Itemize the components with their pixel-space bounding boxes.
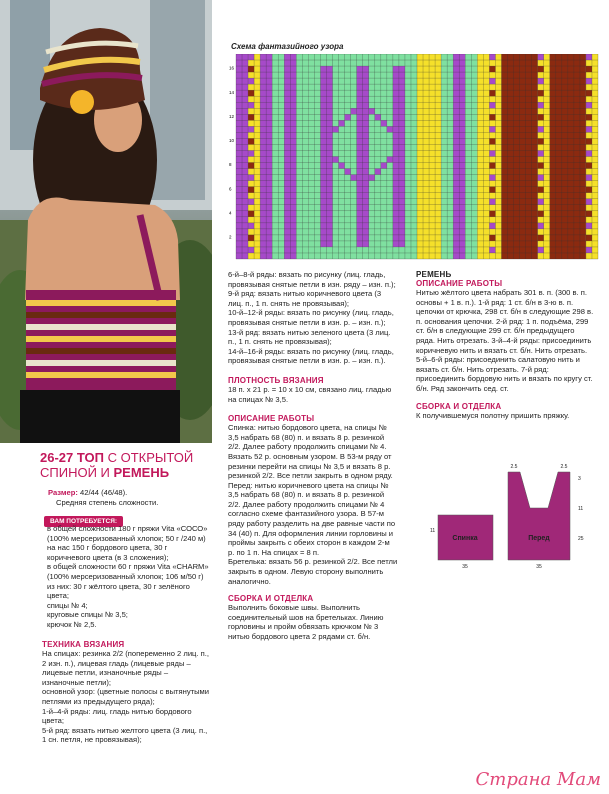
chart-motif <box>357 181 363 187</box>
density-header: ПЛОТНОСТЬ ВЯЗАНИЯ <box>228 375 324 385</box>
chart-dot <box>538 138 544 144</box>
chart-dot <box>248 66 254 72</box>
front-panel <box>508 472 570 560</box>
chart-dot <box>538 235 544 241</box>
chart-dot <box>248 150 254 156</box>
pattern-chart <box>228 54 600 264</box>
model-photo <box>0 0 212 443</box>
size-value: 42/44 (46/48). <box>80 488 128 497</box>
chart-dot <box>248 78 254 84</box>
title-open-back: С ОТКРЫТОЙ СПИНОЙ И <box>40 450 194 480</box>
chart-motif <box>320 138 326 144</box>
chart-dot <box>248 54 254 60</box>
technique-item: основной узор: (цветные полосы с вытянутыми петлями из предыдущего ряда); <box>42 687 210 706</box>
row-label: 4 <box>229 210 232 216</box>
size-label: Размер: <box>48 488 78 497</box>
chart-dot <box>248 163 254 169</box>
chart-motif <box>375 169 381 175</box>
row-label: 6 <box>229 186 232 192</box>
chart-dot <box>538 163 544 169</box>
chart-motif <box>387 126 393 132</box>
chart-motif <box>345 114 351 120</box>
chart-motif <box>399 138 405 144</box>
materials-list <box>47 524 212 630</box>
chart-dot <box>489 102 495 108</box>
photo-illustration <box>0 0 212 443</box>
chart-dot <box>538 199 544 205</box>
assembly-text: Выполнить боковые швы. Выполнить соединительный шов на бретельках. Линию горловины и пройм обвязать крючком № 3 нитью бордового цвета 2 рядами ст. б/н. <box>228 603 384 641</box>
row-label: 10 <box>229 138 235 144</box>
technique-item: На спицах: резинка 2/2 (попеременно 2 лиц. п., 2 изн. п.), лицевая гладь (лицевые ряды – лицевые петли, изнаночные ряды – изнаночные петли); <box>42 649 209 687</box>
material-item: круговые спицы № 3,5; <box>47 610 128 620</box>
chart-dot <box>248 247 254 253</box>
chart-dot <box>248 114 254 120</box>
chart-dot <box>586 66 592 72</box>
row-label: 16 <box>229 65 235 71</box>
dim-label: 11 <box>430 528 436 534</box>
chart-dot <box>489 54 495 60</box>
chart-motif <box>369 108 375 114</box>
chart-dot <box>586 163 592 169</box>
chart-motif <box>339 163 345 169</box>
chart-dot <box>538 90 544 96</box>
back-label: Спинка <box>452 535 478 542</box>
work-back: Спинка: нитью бордового цвета, на спицы № 3,5 набрать 68 (80) п. и вязать 8 р. резинкой 2/2. Далее работу продолжить спицами № 4. Вязать 52 р. основным узором. В 53-м ряду от резинки перейти на спицы № 3,5 и вязать 8 р. резинкой 2/2. Все петли закрыть в одном ряду. <box>228 423 393 481</box>
chart-dot <box>586 138 592 144</box>
chart-motif <box>363 102 369 108</box>
chart-motif <box>369 175 375 181</box>
chart-dot <box>586 235 592 241</box>
chart-motif <box>375 114 381 120</box>
technique-item: 1-й–4-й ряды: лиц. гладь нитью бордового цвета; <box>42 706 192 726</box>
middle-column <box>228 270 398 642</box>
chart-dot <box>489 235 495 241</box>
belt-text: Нитью жёлтого цвета набрать 301 в. п. (300 в. п. основы + 1 в. п.). 1-й ряд: 1 ст. б/н в 3-ю в. п. цепочки от крючка, 298 ст. б/н в следующие 298 в. п. основания цепочки. 2-й ряд: 1 п. подъёма, 299 ст. б/н в следующие 299 ст. б/н предыдущего ряда. Нить отрезать. 3-й–4-й ряды: присоединить коричневую нить и вязать ст. б/н. Нить отрезать. 5-й–6-й ряды: присоединить салатовую нить и вязать ст. б/н. Нить отрезать. 7-й ряд: присоединить бордовую нить и вязать по кругу ст. б/н. Ряд закончить сед. ст. <box>416 288 594 393</box>
chart-dot <box>538 54 544 60</box>
size-line <box>48 488 213 498</box>
chart-motif <box>387 157 393 163</box>
watermark: Страна Мам <box>475 769 601 790</box>
title-top: ТОП <box>76 450 104 465</box>
dim-label: 3 <box>578 476 581 482</box>
chart-dot <box>538 211 544 217</box>
chart-dot <box>538 126 544 132</box>
row-label: 8 <box>229 162 232 168</box>
dim-label: 35 <box>536 564 542 570</box>
chart-dot <box>538 78 544 84</box>
chart-dot <box>586 223 592 229</box>
chart-dot <box>586 102 592 108</box>
chart-dot <box>248 199 254 205</box>
chart-motif <box>381 163 387 169</box>
chart-dot <box>489 199 495 205</box>
chart-motif <box>345 169 351 175</box>
chart-dot <box>489 90 495 96</box>
chart-dot <box>586 78 592 84</box>
chart-motif <box>381 120 387 126</box>
dim-label: 25 <box>578 536 584 542</box>
chart-motif <box>351 175 357 181</box>
chart-dot <box>489 114 495 120</box>
needs-label: ВАМ ПОТРЕБУЕТСЯ: <box>44 516 123 527</box>
chart-motif <box>339 120 345 126</box>
chart-dot <box>248 235 254 241</box>
chart-dot <box>586 211 592 217</box>
chart-motif <box>333 126 339 132</box>
chart-dot <box>586 90 592 96</box>
chart-dot <box>248 90 254 96</box>
chart-dot <box>489 138 495 144</box>
chart-motif <box>327 132 333 138</box>
chart-dot <box>489 66 495 72</box>
assembly2-header: СБОРКА И ОТДЕЛКА <box>416 401 502 411</box>
pattern-row: 9-й ряд: вязать нитью коричневого цвета (3 лиц. п., 1 п. снять не провязывая); <box>228 289 382 308</box>
row-label: 12 <box>229 113 235 119</box>
chart-dot <box>489 175 495 181</box>
chart-dot <box>586 150 592 156</box>
work-straps: Бретелька: вязать 56 р. резинкой 2/2. Все петли закрыть в одном. Левую сторону выполнить аналогично. <box>228 557 398 586</box>
chart-dot <box>248 187 254 193</box>
chart-dot <box>489 126 495 132</box>
chart-dot <box>586 114 592 120</box>
work-header: ОПИСАНИЕ РАБОТЫ <box>228 414 315 424</box>
chart-dot <box>538 187 544 193</box>
chart-motif <box>327 150 333 156</box>
dim-label: 2.5 <box>560 464 568 470</box>
chart-dot <box>489 247 495 253</box>
row-label: 2 <box>229 234 232 240</box>
chart-dot <box>248 223 254 229</box>
chart-motif <box>363 181 369 187</box>
belt-header: РЕМЕНЬ <box>416 270 452 279</box>
chart-dot <box>586 126 592 132</box>
assembly-header: СБОРКА И ОТДЕЛКА <box>228 594 314 604</box>
chart-dot <box>538 175 544 181</box>
dim-label: 11 <box>578 506 584 512</box>
chart-dot <box>538 114 544 120</box>
chart-motif <box>320 144 326 150</box>
material-item: крючок № 2,5. <box>47 619 97 629</box>
chart-dot <box>248 175 254 181</box>
chart-dot <box>248 211 254 217</box>
chart-motif <box>333 157 339 163</box>
chart-motif <box>357 102 363 108</box>
work-front: Перед: нитью коричневого цвета на спицы № 3,5 набрать 68 (80) п. и вязать 8 р. резинкой 2/2. Далее работу продолжить спицами № 4 согласно схеме фантазийного узора. В 57-м ряду работу разделить на две равные части по 34 (40) п. Для оформления линии горловины и проймы закрыть с обеих сторон в каждом 2-м р. по 1 п. На спицах = 8 п. <box>228 480 396 557</box>
chart-dot <box>538 66 544 72</box>
chart-dot <box>586 199 592 205</box>
chart-dot <box>586 187 592 193</box>
item-number: 26-27 <box>40 450 74 465</box>
assembly2-text: К получившемуся полотну пришить пряжку. <box>416 410 570 420</box>
chart-dot <box>489 223 495 229</box>
row-label: 14 <box>229 89 235 95</box>
chart-dot <box>586 54 592 60</box>
pattern-row: 10-й–12-й ряды: вязать по рисунку (лиц. гладь, провязывая снятые петли в изн. р. – изн. п.); <box>228 308 394 327</box>
material-item: в общей сложности 60 г пряжи Vita «CHARM» (100% мерсеризованный хлопок; 106 м/50 г) из них: 30 г жёлтого цвета, 30 г зелёного цвета; <box>47 562 209 601</box>
chart-motif <box>393 132 399 138</box>
technique-header: ТЕХНИКА ВЯЗАНИЯ <box>42 640 125 649</box>
pattern-row: 13-й ряд: вязать нитью зеленого цвета (3 лиц. п., 1 п. снять не провязывая); <box>228 327 391 347</box>
chart-dot <box>248 126 254 132</box>
chart-dot <box>538 102 544 108</box>
right-column <box>416 270 594 420</box>
dim-label: 35 <box>462 564 468 570</box>
material-item: спицы № 4; <box>47 600 88 610</box>
chart-dot <box>489 78 495 84</box>
chart-title: Схема фантазийного узора <box>231 42 344 51</box>
density-text: 18 п. х 21 р. = 10 х 10 см, связано лиц. гладью на спицах № 3,5. <box>228 384 392 404</box>
belt-subheader: ОПИСАНИЕ РАБОТЫ <box>416 279 503 288</box>
chart-dot <box>586 247 592 253</box>
chart-motif <box>393 150 399 156</box>
technique-item: 5-й ряд: вязать нитью желтого цвета (3 лиц. п., 1 сн. петля, не провязывая); <box>42 725 208 745</box>
title-belt: РЕМЕНЬ <box>113 465 170 480</box>
chart-dot <box>538 150 544 156</box>
chart-dot <box>248 102 254 108</box>
chart-dot <box>489 150 495 156</box>
chart-dot <box>586 175 592 181</box>
dim-label: 2.5 <box>510 464 518 470</box>
chart-dot <box>538 247 544 253</box>
front-label: Перед <box>528 535 550 542</box>
chart-dot <box>248 138 254 144</box>
technique-section <box>42 640 212 745</box>
pattern-row: 14-й–16-й ряды: вязать по рисунку (лиц. гладь, провязывая снятые петли в изн. р. – изн. п.). <box>228 346 394 366</box>
chart-motif <box>351 108 357 114</box>
chart-dot <box>489 211 495 217</box>
chart-dot <box>489 187 495 193</box>
pattern-row: 6-й–8-й ряды: вязать по рисунку (лиц. гладь, провязывая снятые петли в изн. ряду – изн. п.); <box>228 270 396 289</box>
chart-motif <box>399 144 405 150</box>
chart-dot <box>489 163 495 169</box>
material-item: в общей сложности 180 г пряжи Vita «СОСО» (100% мерсеризованный хлопок; 50 г /240 м) на нас 150 г бордового цвета, 30 г коричневого цвета (в 3 сложения); <box>47 524 208 562</box>
chart-dot <box>538 223 544 229</box>
garment-diagram <box>430 460 600 570</box>
difficulty: Средняя степень сложности. <box>56 498 159 507</box>
